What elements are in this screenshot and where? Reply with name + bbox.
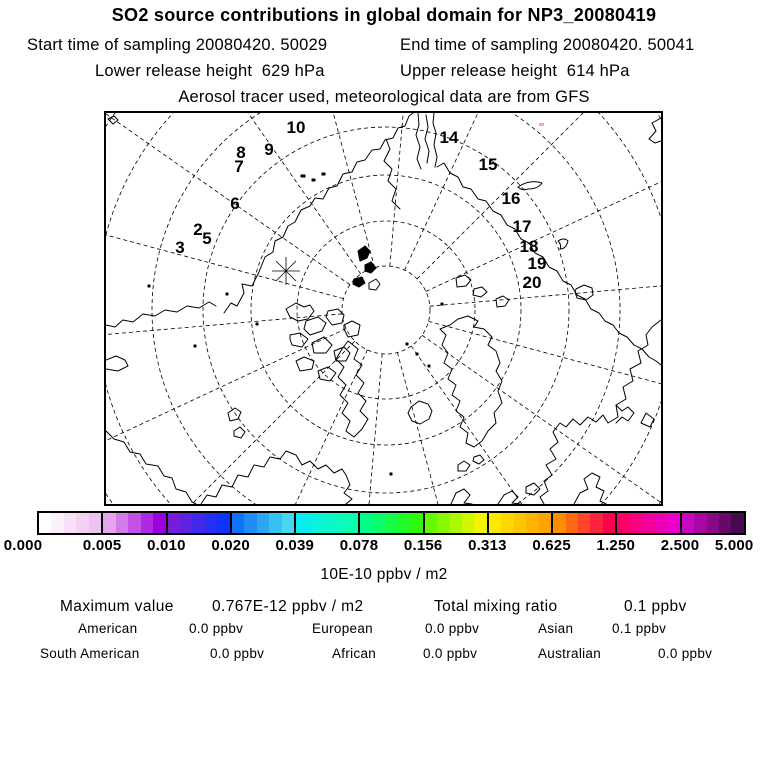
colorbar-cell [217,513,229,533]
colorbar-cell [321,513,333,533]
colorbar-segment [103,513,167,533]
colorbar-cell [153,513,165,533]
mixing-ratio-value: 0.1 ppbv [624,598,687,615]
colorbar-tick-label: 0.020 [211,537,250,554]
colorbar-cell [76,513,88,533]
max-value-text: 0.767E-12 ppbv / m2 [212,598,364,615]
longitude-line [405,113,585,270]
colorbar-cell [385,513,397,533]
colorbar-cell [501,513,513,533]
colorbar-tick-label: 0.010 [147,537,186,554]
longitude-line [106,188,343,298]
max-value-label: Maximum value [60,598,174,615]
region-number-label: 14 [439,128,459,147]
colorbar-cell [553,513,565,533]
colorbar-cell [514,513,526,533]
colorbar-cell [474,513,486,533]
colorbar-cell [667,513,679,533]
colorbar-units-label: 10E-10 ppbv / m2 [320,566,448,583]
south-american-label: South American [40,646,140,661]
colorbar-cell [168,513,180,533]
coastlines [106,113,661,504]
colorbar-cell [462,513,474,533]
american-label: American [78,621,138,636]
longitude-line [264,113,374,267]
plot-title: SO2 source contributions in global domain for NP3_20080419 [111,5,657,25]
colorbar-segment [425,513,489,533]
colorbar-tick-label: 0.005 [82,537,122,554]
region-number-label: 7 [234,157,244,176]
colorbar-cell [539,513,551,533]
colorbar-segment [682,513,744,533]
south-american-value: 0.0 ppbv [210,646,265,661]
colorbar-tick-label: 1.250 [596,537,636,554]
region-number-label: 20 [522,273,542,292]
region-number-label: 19 [527,254,547,273]
graticule [106,113,661,504]
region-number-label: 6 [230,194,240,213]
asian-value: 0.1 ppbv [612,621,667,636]
region-number-label: 5 [202,229,212,248]
colorbar-segment [617,513,681,533]
colorbar-cell [232,513,244,533]
colorbar-cell [116,513,128,533]
colorbar-cell [244,513,256,533]
colorbar-cell [719,513,731,533]
colorbar-cell [296,513,308,533]
colorbar-cell [346,513,358,533]
latitude-circle [203,127,569,493]
region-number-label: 17 [512,217,532,236]
colorbar-cell [450,513,462,533]
colorbar-cell [257,513,269,533]
end-time-text: End time of sampling 20080420. 50041 [400,36,695,54]
upper-release-text: Upper release height 614 hPa [400,62,630,80]
colorbar-tick-label: 0.078 [339,537,379,554]
australian-label: Australian [538,646,602,661]
colorbar-segment [39,513,103,533]
colorbar-cell [64,513,76,533]
colorbar-cell [425,513,437,533]
european-label: European [312,621,373,636]
african-value: 0.0 ppbv [423,646,478,661]
colorbar-cell [642,513,654,533]
colorbar-cell [682,513,694,533]
colorbar-cell [333,513,345,533]
colorbar-cell [103,513,115,533]
colorbar-cell [89,513,101,533]
map-frame [104,111,663,506]
colorbar-segment [553,513,617,533]
colorbar-cell [282,513,294,533]
colorbar-tick-label: 0.625 [532,537,571,554]
asian-label: Asian [538,621,574,636]
colorbar-cell [617,513,629,533]
colorbar-cell [630,513,642,533]
colorbar-cell [192,513,204,533]
colorbar-cell [694,513,706,533]
region-number-label: 3 [175,238,185,257]
colorbar-cell [410,513,422,533]
colorbar-tick-label: 0.000 [3,537,43,554]
european-value: 0.0 ppbv [425,621,480,636]
polar-map [106,113,661,504]
colorbar-cell [707,513,719,533]
colorbar-segment [296,513,360,533]
longitude-line [430,269,661,306]
colorbar-cell [489,513,501,533]
colorbar-segment [168,513,232,533]
region-number-label: 10 [286,118,306,137]
longitude-line [345,354,382,504]
colorbar-tick-label: 2.500 [660,537,700,554]
colorbar-tick-label: 0.039 [275,537,315,554]
colorbar-segment [232,513,296,533]
colorbar-cell [180,513,192,533]
african-label: African [332,646,377,661]
colorbar-cell [437,513,449,533]
colorbar-tick-label: 0.156 [403,537,443,554]
region-number-label: 8 [236,143,246,162]
region-number-labels [175,118,546,292]
colorbar-cell [360,513,372,533]
colorbar-segment [489,513,553,533]
colorbar-cell [566,513,578,533]
colorbar-tick-label: 0.313 [468,537,507,554]
colorbar-cell [309,513,321,533]
longitude-line [106,113,350,285]
colorbar-cell [141,513,153,533]
tracer-note-text: Aerosol tracer used, meteorological data are from GFS [178,88,590,106]
so2-trace-pixel [539,123,544,126]
colorbar-tick-label: 5.000 [714,537,754,554]
region-number-label: 9 [264,140,274,159]
colorbar-cell [128,513,140,533]
colorbar-cell [39,513,51,533]
colorbar-cell [205,513,217,533]
colorbar-cell [398,513,410,533]
colorbar-cell [655,513,667,533]
colorbar-cell [269,513,281,533]
colorbar-cell [373,513,385,533]
colorbar-cell [731,513,743,533]
colorbar-cell [578,513,590,533]
colorbar-cell [51,513,63,533]
region-number-label: 16 [501,189,521,208]
region-number-label: 18 [519,237,539,256]
latitude-circle [106,113,661,504]
colorbar-cell [603,513,615,533]
lower-release-text: Lower release height 629 hPa [95,62,325,80]
mixing-ratio-label: Total mixing ratio [434,598,558,615]
australian-value: 0.0 ppbv [658,646,713,661]
colorbar-cell [590,513,602,533]
longitude-line [106,329,346,504]
region-number-label: 15 [478,155,498,174]
longitude-line [411,346,655,504]
region-number-label: 2 [193,220,203,239]
colorbar [37,511,746,535]
latitude-circle [106,113,661,504]
colorbar-cell [526,513,538,533]
american-value: 0.0 ppbv [189,621,244,636]
longitude-line [429,321,661,431]
start-time-text: Start time of sampling 20080420. 50029 [27,36,328,54]
colorbar-segment [360,513,424,533]
